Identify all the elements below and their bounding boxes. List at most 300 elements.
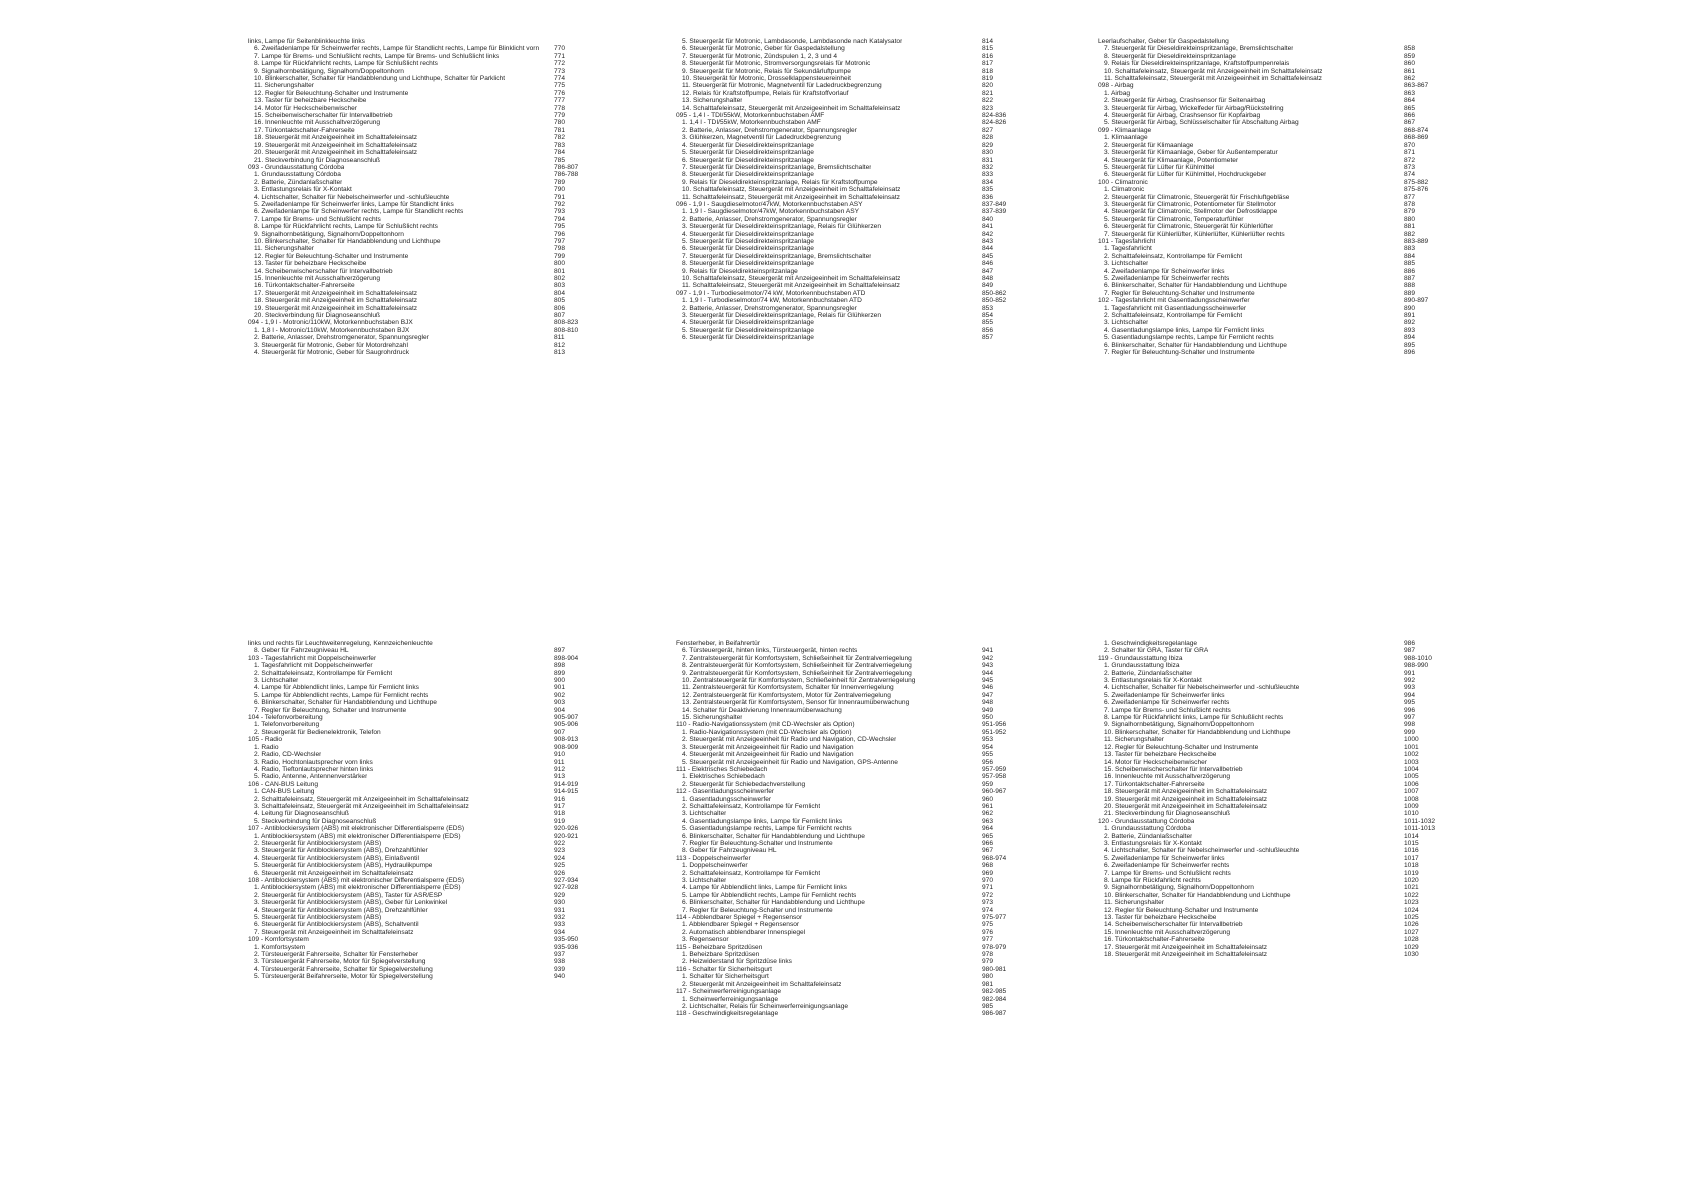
toc-entry-title: 113 - Doppelscheinwerfer xyxy=(676,854,751,862)
toc-entry-page: 1008 xyxy=(1404,795,1419,803)
toc-entry-page: 1004 xyxy=(1404,765,1419,773)
toc-entry-title: 1. Schalter für Sicherheitsgurt xyxy=(682,973,769,981)
toc-entry-title: 114 - Abblendbarer Spiegel + Regensensor xyxy=(676,914,803,922)
toc-entry xyxy=(1098,231,1438,238)
toc-entry-page: 1003 xyxy=(1404,758,1419,766)
toc-entry-page: 797 xyxy=(554,237,566,245)
toc-entry xyxy=(248,907,588,914)
toc-entry-title: 117 - Scheinwerferreinigungsanlage xyxy=(676,988,782,996)
toc-entry-title: 1. Antiblockiersystem (ABS) mit elektronischer Differentialsperre (EDS) xyxy=(254,884,461,892)
toc-entry-page: 815 xyxy=(982,45,994,53)
toc-entry-page: 925 xyxy=(554,862,566,870)
toc-entry-title: 3. Entlastungsrelais für X-Kontakt xyxy=(254,186,352,194)
toc-entry-page: 786-788 xyxy=(554,171,579,179)
toc-entry-page: 793 xyxy=(554,208,566,216)
toc-entry-title: 1. Elektrisches Schiebedach xyxy=(682,773,765,781)
toc-block-top-left xyxy=(248,38,588,356)
toc-entry-page: 919 xyxy=(554,817,566,825)
toc-entry xyxy=(1098,796,1438,803)
toc-entry-title: 14. Scheibenwischerschalter für Intervallbetrieb xyxy=(1104,921,1243,929)
toc-entry-title: 10. Steuergerät für Motronic, Drosselklappensteuereinheit xyxy=(682,75,851,83)
toc-entry-title: 3. Türsteuergerät Fahrerseite, Motor für Spiegelverstellung xyxy=(254,958,426,966)
toc-entry xyxy=(1098,714,1438,721)
toc-entry-title: 2. Steuergerät mit Anzeigeeinheit für Radio und Navigation, CD-Wechsler xyxy=(682,736,897,744)
toc-entry-title: 17. Türkontaktschalter-Fahrerseite xyxy=(254,126,355,134)
toc-entry-title: 6. Steuergerät für Dieseldirekteinspritzanlage xyxy=(682,334,814,342)
toc-entry-title: 9. Relais für Dieseldirekteinspritzanlage, Relais für Kraftstoffpumpe xyxy=(682,178,878,186)
toc-entry-title: 3. Lichtschalter xyxy=(682,810,727,818)
toc-entry-title: 3. Lichtschalter xyxy=(1104,319,1149,327)
toc-entry xyxy=(676,862,1016,869)
toc-entry-page: 814 xyxy=(982,38,994,45)
toc-entry xyxy=(676,112,1016,119)
toc-entry-page: 808-823 xyxy=(554,319,579,327)
toc-entry-title: 18. Steuergerät mit Anzeigeeinheit im Schalttafeleinsatz xyxy=(254,297,418,305)
toc-entry xyxy=(1098,201,1438,208)
toc-entry-title: links und rechts für Leuchtweitenregelung, Kennzeichenleuchte xyxy=(248,640,433,647)
toc-entry-title: 8. Lampe für Rückfahrlicht rechts xyxy=(1104,877,1201,884)
toc-entry-page: 938 xyxy=(554,958,566,966)
toc-entry-title: 8. Steuergerät für Dieseldirekteinspritzanlage xyxy=(682,171,814,179)
toc-entry-page: 927-928 xyxy=(554,884,579,892)
toc-entry-title: 098 - Airbag xyxy=(1098,82,1134,90)
toc-entry-page: 980-981 xyxy=(982,965,1007,973)
toc-entry xyxy=(248,788,588,795)
toc-entry-title: 8. Lampe für Rückfahrlicht rechts, Lampe für Schlußlicht rechts xyxy=(254,60,438,68)
toc-entry xyxy=(676,75,1016,82)
toc-entry xyxy=(1098,736,1438,743)
toc-entry xyxy=(1098,677,1438,684)
toc-entry-title: 11. Sicherungshalter xyxy=(1104,736,1164,744)
toc-entry xyxy=(248,736,588,743)
toc-entry-title: 2. Heizwiderstand für Spritzdüse links xyxy=(682,958,792,966)
toc-entry xyxy=(248,729,588,736)
toc-entry-page: 843 xyxy=(982,237,994,245)
toc-entry-page: 824-836 xyxy=(982,112,1007,120)
toc-entry-title: 18. Steuergerät mit Anzeigeeinheit im Schalttafeleinsatz xyxy=(1104,951,1268,959)
toc-entry-title: 2. Schalttafeleinsatz, Kontrollampe für Fernlicht xyxy=(682,802,821,810)
toc-entry-page: 786-807 xyxy=(554,163,579,171)
toc-entry xyxy=(676,751,1016,758)
toc-entry-title: 112 - Gasentladungsscheinwerfer xyxy=(676,788,775,796)
toc-entry xyxy=(676,914,1016,921)
toc-entry xyxy=(1098,803,1438,810)
toc-entry-title: 16. Türkontaktschalter-Fahrerseite xyxy=(1104,936,1205,944)
toc-entry xyxy=(676,655,1016,662)
toc-entry xyxy=(1098,921,1438,928)
toc-entry xyxy=(248,342,588,349)
toc-entry-page: 956 xyxy=(982,758,994,766)
toc-entry xyxy=(676,677,1016,684)
toc-entry xyxy=(248,677,588,684)
toc-entry xyxy=(248,640,588,647)
toc-entry xyxy=(676,260,1016,267)
toc-entry-title: 4. Steuergerät mit Anzeigeeinheit für Radio und Navigation xyxy=(682,751,854,759)
toc-entry-page: 828 xyxy=(982,134,994,142)
toc-entry-title: 094 - 1,9 l - Motronic/110kW, Motorkennbuchstaben BJX xyxy=(248,319,413,327)
toc-entry-page: 943 xyxy=(982,662,994,670)
toc-entry-title: 20. Steuergerät mit Anzeigeeinheit im Schalttafeleinsatz xyxy=(1104,802,1268,810)
toc-entry-title: 11. Zentralsteuergerät für Komfortsystem, Schalter für Innenverriegelung xyxy=(682,684,894,692)
toc-entry xyxy=(1098,245,1438,252)
toc-entry xyxy=(248,238,588,245)
toc-entry-title: 7. Zentralsteuergerät für Komfortsystem, Schließeinheit für Zentralverriegelung xyxy=(682,654,912,662)
toc-entry-page: 832 xyxy=(982,163,994,171)
toc-entry xyxy=(676,105,1016,112)
toc-entry-page: 847 xyxy=(982,267,994,275)
toc-entry-title: 1. Airbag xyxy=(1104,89,1131,97)
toc-entry xyxy=(1098,729,1438,736)
toc-entry-page: 883 xyxy=(1404,245,1416,253)
toc-entry-page: 948 xyxy=(982,699,994,707)
toc-entry-title: 17. Türkontaktschalter-Fahrerseite xyxy=(1104,780,1205,788)
toc-entry xyxy=(248,142,588,149)
toc-entry-title: 2. Schalttafeleinsatz, Kontrollampe für Fernlicht xyxy=(682,869,821,877)
toc-entry-title: 8. Geber für Fahrzeugniveau HL xyxy=(254,647,349,655)
toc-entry-page: 901 xyxy=(554,684,566,692)
toc-entry-page: 1014 xyxy=(1404,832,1419,840)
toc-entry xyxy=(248,781,588,788)
toc-entry xyxy=(1098,38,1438,45)
toc-entry-title: 6. Blinkerschalter, Schalter für Handabblendung und Lichthupe xyxy=(1104,282,1287,290)
toc-entry xyxy=(1098,186,1438,193)
toc-entry-page: 939 xyxy=(554,965,566,973)
toc-entry xyxy=(248,744,588,751)
toc-entry-title: 105 - Radio xyxy=(248,736,283,744)
toc-entry xyxy=(248,833,588,840)
toc-entry-page: 822 xyxy=(982,97,994,105)
toc-entry-page: 889 xyxy=(1404,289,1416,297)
toc-entry-page: 962 xyxy=(982,810,994,818)
toc-entry-title: 11. Schalttafeleinsatz, Steuergerät mit Anzeigeeinheit im Schalttafeleinsatz xyxy=(1104,75,1322,83)
toc-entry-page: 841 xyxy=(982,223,994,231)
toc-entry xyxy=(1098,342,1438,349)
toc-entry xyxy=(676,996,1016,1003)
toc-entry-title: 2. Batterie, Anlasser, Drehstromgenerator, Spannungsregler xyxy=(254,334,429,342)
toc-entry-page: 857 xyxy=(982,334,994,342)
toc-entry-page: 817 xyxy=(982,60,994,68)
toc-entry-title: 2. Schalttafeleinsatz, Kontrollampe für Fernlicht xyxy=(1104,252,1243,260)
toc-entry xyxy=(248,112,588,119)
toc-entry xyxy=(676,877,1016,884)
toc-entry-page: 1019 xyxy=(1404,869,1419,877)
toc-entry-page: 837-839 xyxy=(982,208,1007,216)
toc-entry-title: 7. Regler für Beleuchtung-Schalter und Instrumente xyxy=(1104,349,1255,357)
toc-entry-title: 6. Türsteuergerät, hinten links, Türsteuergerät, hinten rechts xyxy=(682,647,858,655)
toc-entry xyxy=(676,870,1016,877)
toc-entry-title: 8. Zentralsteuergerät für Komfortsystem, Schließeinheit für Zentralverriegelung xyxy=(682,662,912,670)
toc-entry-page: 789 xyxy=(554,178,566,186)
toc-entry-title: 106 - CAN-BUS Leitung xyxy=(248,780,319,788)
toc-entry xyxy=(1098,290,1438,297)
toc-entry-page: 974 xyxy=(982,906,994,914)
toc-entry-page: 835 xyxy=(982,186,994,194)
toc-entry-title: 2. Radio, CD-Wechsler xyxy=(254,751,322,759)
toc-entry-page: 819 xyxy=(982,75,994,83)
toc-entry-title: 18. Steuergerät mit Anzeigeeinheit im Schalttafeleinsatz xyxy=(254,134,418,142)
toc-entry-title: 6. Steuergerät für Dieseldirekteinspritzanlage xyxy=(682,245,814,253)
toc-entry xyxy=(248,692,588,699)
toc-entry-page: 1006 xyxy=(1404,780,1419,788)
toc-entry xyxy=(1098,327,1438,334)
toc-entry-title: 102 - Tagesfahrlicht mit Gasentladungsscheinwerfer xyxy=(1098,297,1250,305)
toc-entry-page: 850-852 xyxy=(982,297,1007,305)
toc-entry-title: 4. Steuergerät für Dieseldirekteinspritzanlage xyxy=(682,141,814,149)
toc-entry-page: 917 xyxy=(554,802,566,810)
toc-entry-page: 782 xyxy=(554,134,566,142)
toc-entry xyxy=(676,231,1016,238)
toc-entry-title: 12. Regler für Beleuchtung-Schalter und Instrumente xyxy=(1104,743,1259,751)
toc-entry-title: 5. Steckverbindung für Diagnoseanschluß xyxy=(254,817,377,825)
toc-entry-page: 999 xyxy=(1404,728,1416,736)
toc-entry xyxy=(676,208,1016,215)
toc-entry xyxy=(676,640,1016,647)
toc-entry-page: 845 xyxy=(982,252,994,260)
toc-entry-page: 775 xyxy=(554,82,566,90)
toc-entry xyxy=(1098,90,1438,97)
toc-entry xyxy=(248,268,588,275)
toc-entry xyxy=(248,936,588,943)
toc-entry-title: 2. Steuergerät für Klimaanlage xyxy=(1104,141,1194,149)
toc-entry xyxy=(676,275,1016,282)
toc-entry-page: 951-952 xyxy=(982,728,1007,736)
toc-entry xyxy=(1098,751,1438,758)
toc-entry-title: 19. Steuergerät mit Anzeigeeinheit im Schalttafeleinsatz xyxy=(254,304,418,312)
toc-entry xyxy=(676,714,1016,721)
toc-entry-title: 6. Blinkerschalter, Schalter für Handabblendung und Lichthupe xyxy=(1104,341,1287,349)
toc-entry xyxy=(1098,640,1438,647)
toc-entry xyxy=(1098,275,1438,282)
toc-entry xyxy=(676,149,1016,156)
toc-entry xyxy=(676,766,1016,773)
toc-entry xyxy=(248,60,588,67)
toc-entry-page: 1011-1013 xyxy=(1404,825,1436,833)
toc-entry-title: 2. Batterie, Anlasser, Drehstromgenerator, Spannungsregler xyxy=(682,215,857,223)
toc-entry-page: 968 xyxy=(982,862,994,870)
toc-entry-title: 2. Batterie, Zündanlaßschalter xyxy=(1104,669,1193,677)
toc-entry xyxy=(248,707,588,714)
toc-block-bottom-right xyxy=(1098,640,1438,958)
toc-entry-title: 13. Sicherungshalter xyxy=(682,97,743,105)
toc-entry xyxy=(248,647,588,654)
toc-entry xyxy=(676,238,1016,245)
toc-entry-title: 20. Steckverbindung für Diagnoseanschluß xyxy=(254,312,381,320)
toc-entry-page: 991 xyxy=(1404,669,1416,677)
toc-entry-title: 6. Zweifadenlampe für Scheinwerfer rechts xyxy=(1104,862,1230,870)
toc-entry xyxy=(1098,699,1438,706)
toc-entry-title: 5. Lampe für Abblendlicht rechts, Lampe für Fernlicht rechts xyxy=(254,691,429,699)
toc-entry xyxy=(248,245,588,252)
toc-entry xyxy=(248,149,588,156)
toc-entry-page: 872 xyxy=(1404,156,1416,164)
toc-entry-title: 14. Schalter für Deaktivierung Innenraumüberwachung xyxy=(682,706,842,714)
toc-entry-title: 1. Tagesfahrlicht mit Doppelscheinwerfer xyxy=(254,662,373,670)
toc-entry-page: 953 xyxy=(982,736,994,744)
toc-entry xyxy=(676,216,1016,223)
toc-entry xyxy=(1098,951,1438,958)
toc-entry xyxy=(676,38,1016,45)
toc-entry-page: 870 xyxy=(1404,141,1416,149)
toc-entry-page: 830 xyxy=(982,149,994,157)
toc-entry-title: 5. Gasentladungslampe rechts, Lampe für Fernlicht rechts xyxy=(1104,334,1274,342)
toc-entry-title: 1. Abblendbarer Spiegel + Regensensor xyxy=(682,921,800,929)
toc-entry-title: 8. Steuergerät für Dieseldirekteinspritzanlage xyxy=(1104,52,1236,60)
toc-entry-page: 927-934 xyxy=(554,877,579,884)
toc-entry-page: 916 xyxy=(554,795,566,803)
toc-entry-page: 911 xyxy=(554,758,565,766)
toc-entry xyxy=(676,855,1016,862)
toc-entry xyxy=(676,907,1016,914)
toc-entry-title: 7. Steuergerät für Dieseldirekteinspritzanlage, Bremslichtschalter xyxy=(1104,45,1294,53)
toc-entry-page: 812 xyxy=(554,341,566,349)
toc-entry xyxy=(676,825,1016,832)
toc-entry xyxy=(248,319,588,326)
toc-entry-title: 11. Schalttafeleinsatz, Steuergerät mit Anzeigeeinheit im Schalttafeleinsatz xyxy=(682,193,900,201)
toc-entry-title: 9. Signalhornbetätigung, Signalhorn/Doppeltonhorn xyxy=(254,230,404,238)
toc-entry xyxy=(248,105,588,112)
toc-entry-title: 3. Steuergerät für Dieseldirekteinspritzanlage, Relais für Glühkerzen xyxy=(682,223,882,231)
toc-entry-page: 842 xyxy=(982,230,994,238)
toc-entry xyxy=(676,157,1016,164)
toc-entry xyxy=(1098,157,1438,164)
toc-entry-title: 6. Steuergerät mit Anzeigeeinheit im Schalttafeleinsatz xyxy=(254,869,414,877)
toc-entry xyxy=(248,796,588,803)
toc-entry-title: 5. Zweifadenlampe für Scheinwerfer links xyxy=(1104,691,1225,699)
toc-entry xyxy=(676,818,1016,825)
toc-entry-title: 7. Lampe für Brems- und Schlußlicht rechts xyxy=(254,215,381,223)
toc-entry-title: 3. Steuergerät für Antiblockiersystem (ABS), Geber für Lenkwinkel xyxy=(254,899,448,907)
toc-entry-page: 856 xyxy=(982,326,994,334)
toc-entry xyxy=(248,951,588,958)
toc-entry-title: 11. Sicherungshalter xyxy=(254,82,314,90)
toc-entry-title: 2. Steuergerät für Antiblockiersystem (ABS), Taster für ASR/ESP xyxy=(254,891,443,899)
toc-entry-title: 15. Scheibenwischerschalter für Intervallbetrieb xyxy=(1104,765,1243,773)
toc-entry xyxy=(248,171,588,178)
toc-entry-page: 967 xyxy=(982,847,994,855)
toc-entry-title: 14. Schalttafeleinsatz, Steuergerät mit Anzeigeeinheit im Schalttafeleinsatz xyxy=(682,104,901,112)
toc-entry xyxy=(1098,647,1438,654)
toc-entry xyxy=(248,75,588,82)
toc-entry xyxy=(248,973,588,980)
toc-entry-page: 914-915 xyxy=(554,788,579,796)
toc-entry-title: 10. Zentralsteuergerät für Komfortsystem, Schließeinheit für Zentralverriegelung xyxy=(682,677,916,685)
toc-entry xyxy=(1098,297,1438,304)
toc-entry-title: 119 - Grundausstattung Ibiza xyxy=(1098,654,1183,662)
toc-entry xyxy=(248,216,588,223)
toc-entry-page: 1025 xyxy=(1404,914,1419,922)
toc-entry-page: 813 xyxy=(554,349,566,357)
toc-entry xyxy=(1098,53,1438,60)
toc-entry-page: 802 xyxy=(554,275,566,282)
toc-entry-title: 15. Scheibenwischerschalter für Intervallbetrieb xyxy=(254,112,393,120)
toc-entry-title: 9. Signalhornbetätigung, Signalhorn/Doppeltonhorn xyxy=(1104,884,1254,892)
toc-entry xyxy=(248,45,588,52)
toc-entry-page: 910 xyxy=(554,751,566,759)
toc-entry xyxy=(248,253,588,260)
toc-entry-title: 6. Steuergerät für Climatronic, Steuergerät für Kühlerlüfter xyxy=(1104,223,1274,231)
toc-entry-page: 1024 xyxy=(1404,906,1419,914)
toc-entry xyxy=(248,751,588,758)
toc-entry-title: 3. Glühkerzen, Magnetventil für Ladedruckbegrenzung xyxy=(682,134,842,142)
toc-entry xyxy=(1098,847,1438,854)
toc-entry xyxy=(676,892,1016,899)
toc-block-top-middle xyxy=(676,38,1016,342)
toc-entry-page: 844 xyxy=(982,245,994,253)
toc-entry-title: 4. Lampe für Abblendlicht links, Lampe für Fernlicht links xyxy=(254,684,419,692)
toc-entry-title: 3. Lichtschalter xyxy=(254,677,299,685)
toc-entry-page: 776 xyxy=(554,89,566,97)
toc-entry-title: 14. Motor für Heckscheibenwischer xyxy=(254,104,357,112)
toc-entry-title: 12. Regler für Beleuchtung-Schalter und Instrumente xyxy=(1104,906,1259,914)
toc-entry xyxy=(248,297,588,304)
toc-entry-page: 877 xyxy=(1404,193,1416,201)
toc-entry xyxy=(248,127,588,134)
toc-entry-page: 975-977 xyxy=(982,914,1007,922)
toc-entry xyxy=(1098,773,1438,780)
toc-entry-page: 988-990 xyxy=(1404,662,1429,670)
toc-entry-page: 896 xyxy=(1404,349,1416,357)
toc-entry-title: 14. Motor für Heckscheibenwischer xyxy=(1104,758,1207,766)
toc-entry-page: 968-974 xyxy=(982,854,1007,862)
toc-entry-page: 784 xyxy=(554,149,566,157)
toc-entry-title: 6. Blinkerschalter, Schalter für Handabblendung und Lichthupe xyxy=(682,832,865,840)
toc-entry-title: 6. Blinkerschalter, Schalter für Handabblendung und Lichthupe xyxy=(682,899,865,907)
toc-entry-page: 998 xyxy=(1404,721,1416,729)
toc-entry xyxy=(1098,97,1438,104)
toc-entry xyxy=(248,655,588,662)
toc-entry-page: 996 xyxy=(1404,706,1416,714)
toc-entry-page: 969 xyxy=(982,869,994,877)
toc-entry-title: 1. Antiblockiersystem (ABS) mit elektronischer Differentialsperre (EDS) xyxy=(254,832,461,840)
toc-entry-page: 816 xyxy=(982,52,994,60)
toc-entry xyxy=(248,38,588,45)
toc-entry xyxy=(1098,781,1438,788)
toc-entry-page: 806 xyxy=(554,304,566,312)
toc-entry xyxy=(1098,260,1438,267)
toc-entry-title: 107 - Antiblockiersystem (ABS) mit elektronischer Differentialsperre (EDS) xyxy=(248,825,465,833)
toc-entry-title: 2. Batterie, Anlasser, Drehstromgenerator, Spannungsregler xyxy=(682,304,857,312)
toc-entry xyxy=(248,119,588,126)
toc-entry-page: 833 xyxy=(982,171,994,179)
toc-entry-title: 5. Radio, Antenne, Antennenverstärker xyxy=(254,773,368,781)
toc-entry-page: 805 xyxy=(554,297,566,305)
toc-entry xyxy=(248,157,588,164)
toc-entry-title: 7. Lampe für Brems- und Schlußlicht rechts, Lampe für Brems- und Schlußlicht links xyxy=(254,52,500,60)
toc-entry xyxy=(1098,818,1438,825)
toc-entry xyxy=(248,840,588,847)
toc-entry-title: 099 - Klimaanlage xyxy=(1098,126,1152,134)
toc-entry-title: 21. Steckverbindung für Diagnoseanschluß xyxy=(1104,810,1231,818)
toc-entry xyxy=(676,245,1016,252)
toc-entry-page: 885 xyxy=(1404,260,1416,268)
toc-entry-page: 796 xyxy=(554,230,566,238)
toc-entry-page: 912 xyxy=(554,765,566,773)
toc-entry xyxy=(676,60,1016,67)
toc-entry xyxy=(676,53,1016,60)
toc-entry-title: 2. Schalttafeleinsatz, Kontrollampe für Fernlicht xyxy=(254,669,393,677)
toc-entry xyxy=(676,290,1016,297)
toc-entry xyxy=(248,186,588,193)
toc-entry-page: 920-926 xyxy=(554,825,579,833)
toc-entry-title: 7. Lampe für Brems- und Schlußlicht rechts xyxy=(1104,706,1231,714)
toc-entry xyxy=(248,699,588,706)
toc-entry-page: 972 xyxy=(982,891,994,899)
toc-entry xyxy=(676,810,1016,817)
toc-entry-title: 9. Relais für Dieseldirekteinspritzanlage xyxy=(682,267,798,275)
toc-entry-title: 19. Steuergerät mit Anzeigeeinheit im Schalttafeleinsatz xyxy=(254,141,418,149)
toc-entry-page: 946 xyxy=(982,684,994,692)
toc-entry-page: 862 xyxy=(1404,75,1416,83)
